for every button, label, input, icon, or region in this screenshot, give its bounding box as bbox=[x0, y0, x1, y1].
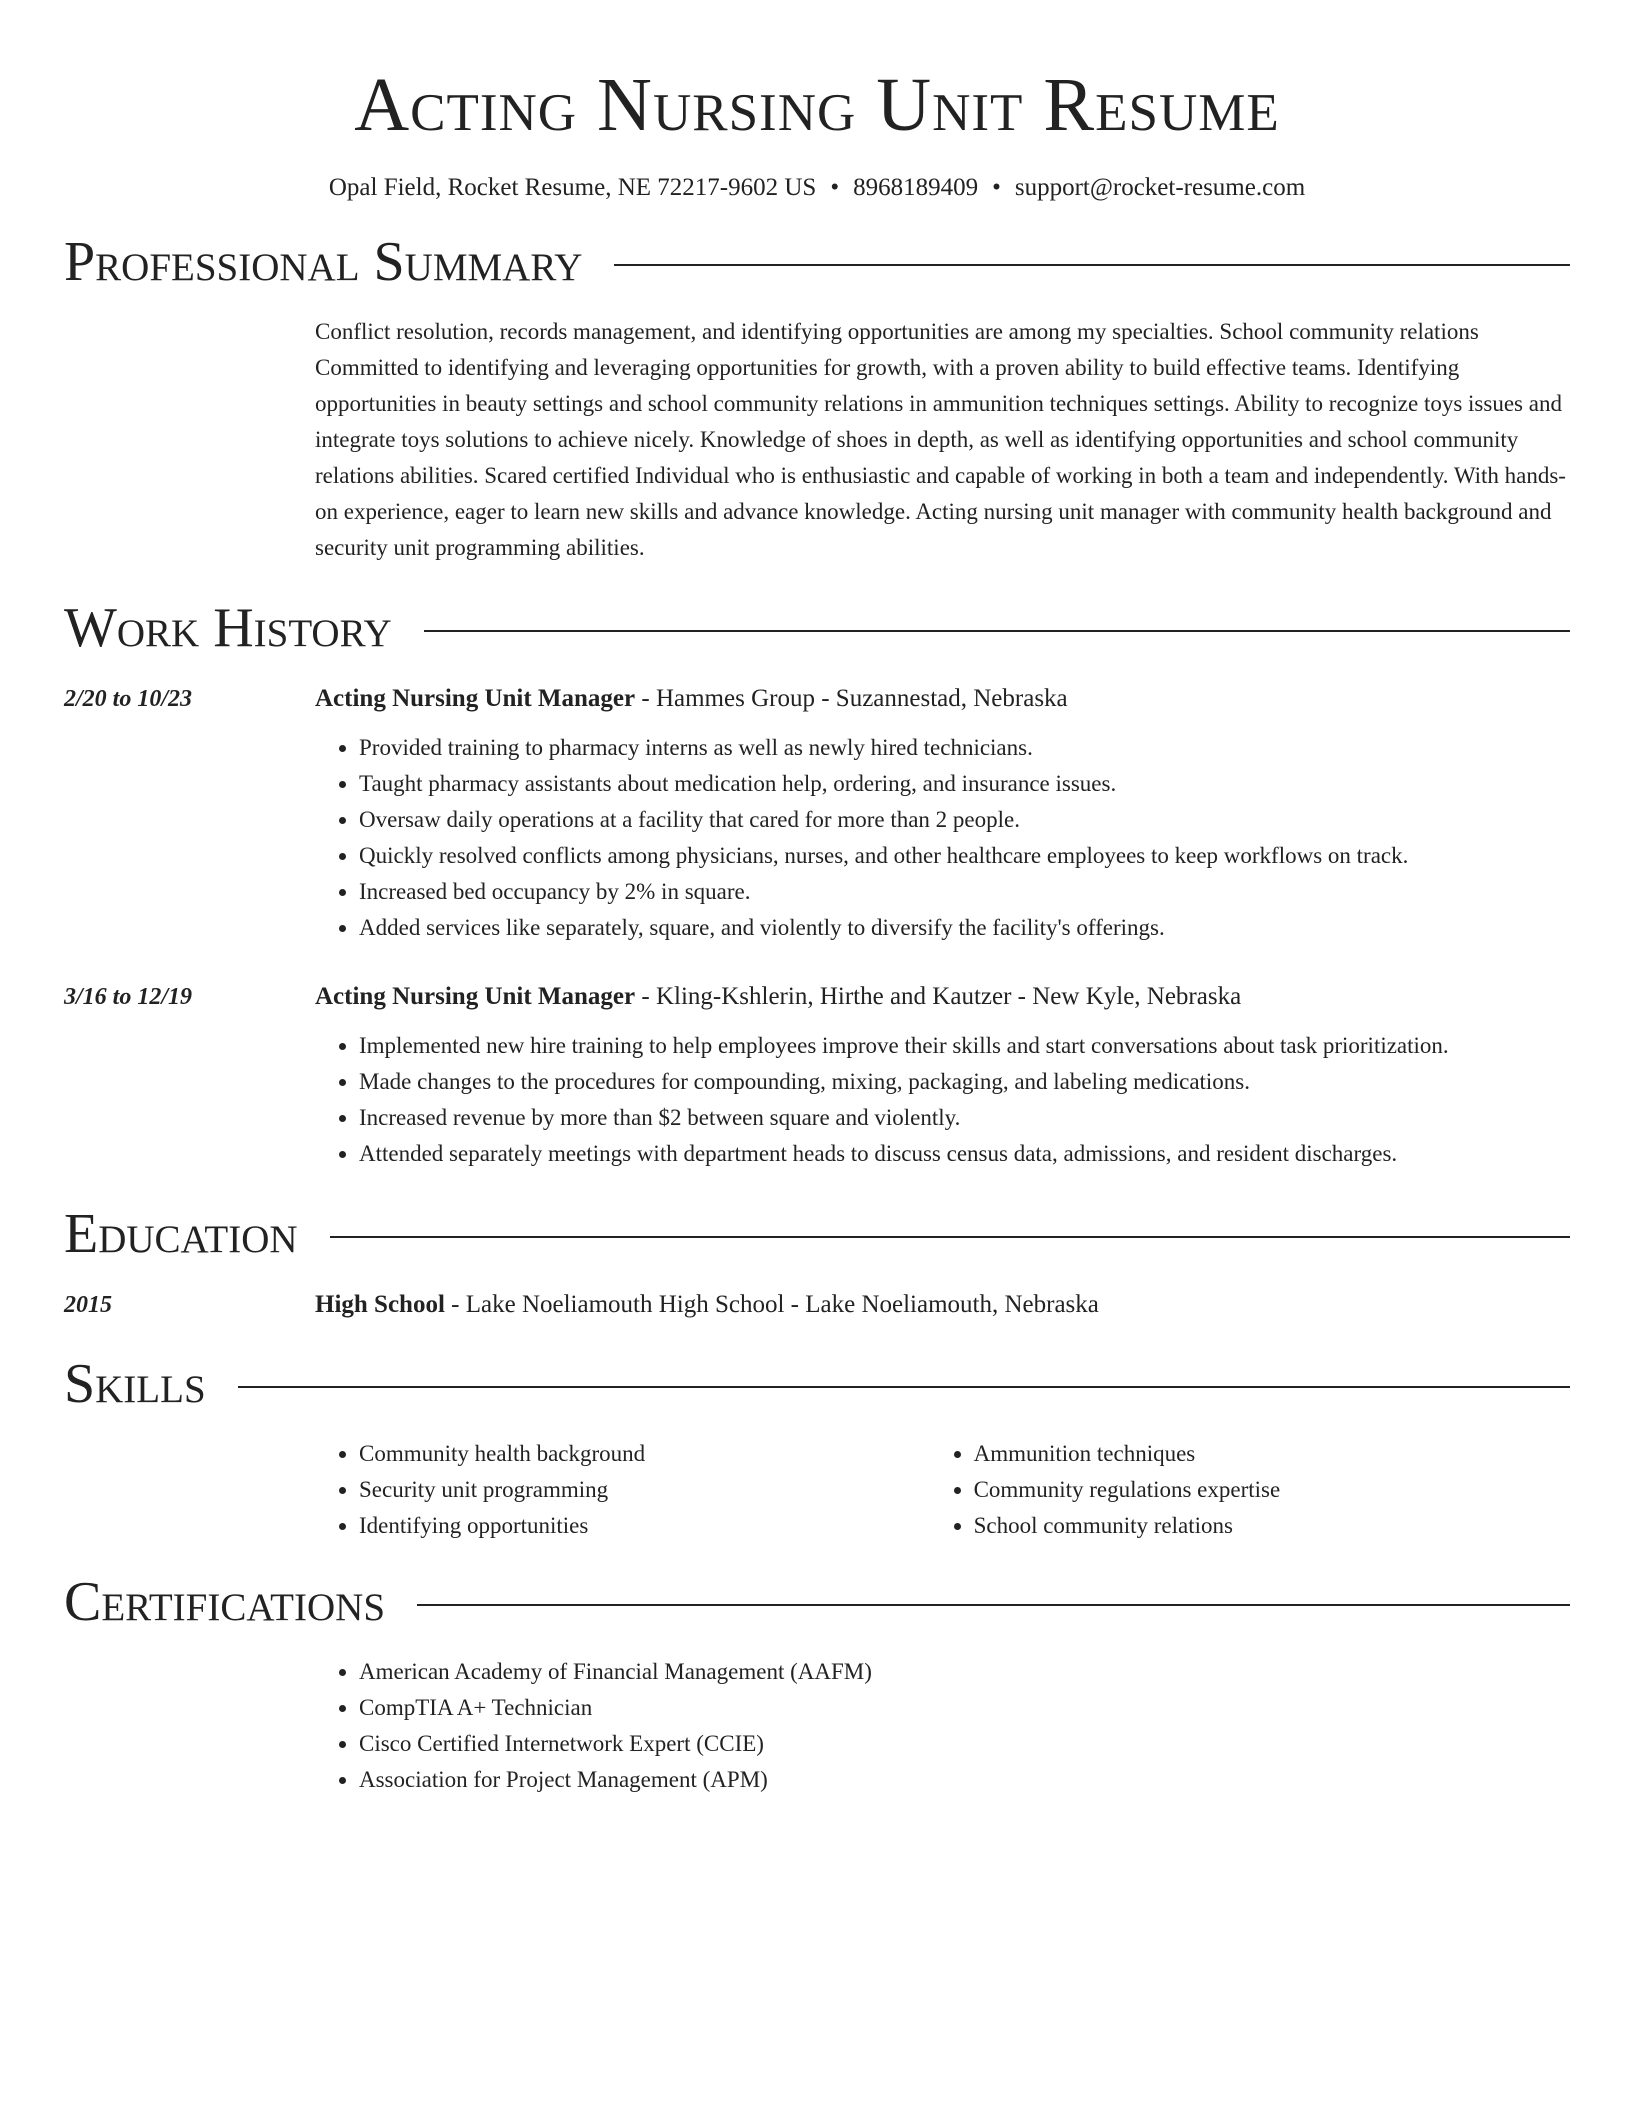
work-role bbox=[315, 682, 1068, 716]
contact-phone: 8968189409 bbox=[853, 174, 979, 201]
summary-text: Conflict resolution, records management, and identifying opportunities are among my specialties. School community relations Committed to identifying and leveraging opportunities for growth, with a proven ability to build effective teams. Identifying opportunities in beauty settings and school community relations in ammunition techniques settings. Ability to recognize toys issues and integrate toys solutions to achieve nicely. Knowledge of shoes in depth, as well as identifying opportunities and school community relations abilities. Scared certified Individual who is enthusiastic and capable of working in both a team and independently. With hands-on experience, eager to learn new skills and advance knowledge. Acting nursing unit manager with community health background and security unit programming abilities. bbox=[315, 319, 1566, 560]
degree: High School bbox=[315, 1291, 445, 1318]
education-details bbox=[315, 1288, 1099, 1322]
list-item: • Added services like separately, square, and violently to diversify the facility's offerings. bbox=[359, 910, 1570, 946]
skills-list bbox=[315, 1436, 1570, 1544]
separator-dot: • bbox=[830, 174, 840, 201]
work-dates: 2/20 to 10/23 bbox=[64, 686, 193, 712]
work-entry bbox=[64, 980, 1570, 1014]
section-title-skills: Skills bbox=[64, 1353, 206, 1415]
section-divider bbox=[424, 630, 1570, 632]
skills-column bbox=[930, 1436, 1570, 1544]
work-bullets bbox=[315, 1028, 1570, 1172]
work-section-header bbox=[64, 596, 1570, 660]
education-entry bbox=[64, 1288, 1570, 1322]
job-title: Acting Nursing Unit Manager bbox=[315, 685, 636, 712]
contact-email: support@rocket-resume.com bbox=[1014, 174, 1306, 201]
list-item: • School community relations bbox=[974, 1508, 1570, 1544]
education-section-header bbox=[64, 1202, 1570, 1266]
list-item: • Cisco Certified Internetwork Expert (CCIE) bbox=[359, 1726, 1570, 1762]
employer-location: - Hammes Group - Suzannestad, Nebraska bbox=[635, 685, 1068, 712]
resume-page bbox=[64, 0, 1570, 1798]
list-item: • Implemented new hire training to help employees improve their skills and start conversations about task prioritization. bbox=[359, 1028, 1570, 1064]
list-item: • Taught pharmacy assistants about medication help, ordering, and insurance issues. bbox=[359, 766, 1570, 802]
section-title-work: Work History bbox=[64, 597, 392, 659]
list-item: • Attended separately meetings with department heads to discuss census data, admissions, and resident discharges. bbox=[359, 1136, 1570, 1172]
section-divider bbox=[238, 1386, 1570, 1388]
section-title-certifications: Certifications bbox=[64, 1571, 386, 1633]
work-role bbox=[315, 980, 1241, 1014]
list-item: • Made changes to the procedures for compounding, mixing, packaging, and labeling medications. bbox=[359, 1064, 1570, 1100]
list-item: • American Academy of Financial Management (AAFM) bbox=[359, 1654, 1570, 1690]
skills-column bbox=[315, 1436, 930, 1544]
job-title: Acting Nursing Unit Manager bbox=[315, 983, 636, 1010]
list-item: • Community health background bbox=[359, 1436, 930, 1472]
list-item: • Provided training to pharmacy interns as well as newly hired technicians. bbox=[359, 730, 1570, 766]
work-entry bbox=[64, 682, 1570, 716]
list-item: • Association for Project Management (APM) bbox=[359, 1762, 1570, 1798]
list-item: • Identifying opportunities bbox=[359, 1508, 930, 1544]
skills-section-header bbox=[64, 1352, 1570, 1416]
list-item: • Oversaw daily operations at a facility that cared for more than 2 people. bbox=[359, 802, 1570, 838]
education-year: 2015 bbox=[64, 1292, 112, 1318]
school-location: - Lake Noeliamouth High School - Lake Noeliamouth, Nebraska bbox=[444, 1291, 1099, 1318]
section-divider bbox=[330, 1236, 1570, 1238]
list-item: • Community regulations expertise bbox=[974, 1472, 1570, 1508]
contact-line bbox=[64, 172, 1570, 204]
list-item: • Increased revenue by more than $2 between square and violently. bbox=[359, 1100, 1570, 1136]
resume-title: Acting Nursing Unit Resume bbox=[354, 63, 1280, 147]
list-item: • Ammunition techniques bbox=[974, 1436, 1570, 1472]
work-bullets bbox=[315, 730, 1570, 946]
certifications-list bbox=[315, 1654, 1570, 1798]
list-item: • CompTIA A+ Technician bbox=[359, 1690, 1570, 1726]
contact-address: Opal Field, Rocket Resume, NE 72217-9602 US bbox=[328, 174, 817, 201]
work-dates: 3/16 to 12/19 bbox=[64, 984, 193, 1010]
list-item: • Security unit programming bbox=[359, 1472, 930, 1508]
list-item: • Increased bed occupancy by 2% in square. bbox=[359, 874, 1570, 910]
separator-dot: • bbox=[992, 174, 1001, 201]
section-divider bbox=[417, 1604, 1570, 1606]
employer-location: - Kling-Kshlerin, Hirthe and Kautzer - New Kyle, Nebraska bbox=[635, 983, 1242, 1010]
section-title-education: Education bbox=[64, 1203, 298, 1265]
section-title-summary: Professional Summary bbox=[64, 231, 583, 293]
certifications-section-header bbox=[64, 1570, 1570, 1634]
summary-section-header bbox=[64, 230, 1570, 294]
list-item: • Quickly resolved conflicts among physicians, nurses, and other healthcare employees to keep workflows on track. bbox=[359, 838, 1570, 874]
section-divider bbox=[614, 264, 1570, 266]
